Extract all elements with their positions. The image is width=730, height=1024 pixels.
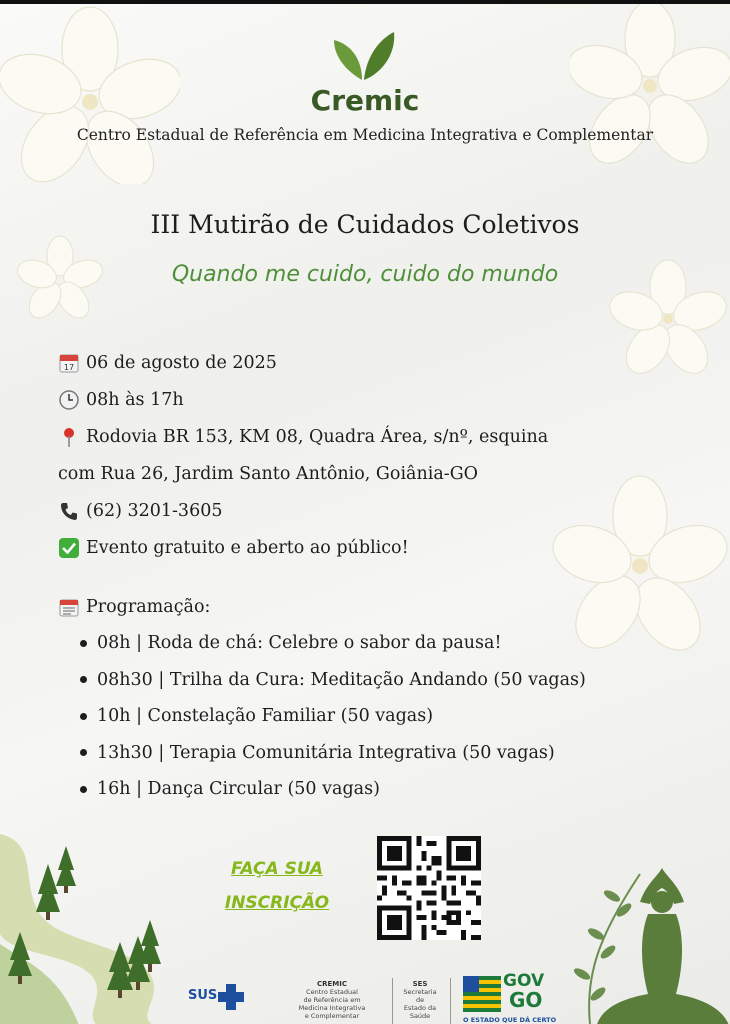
program-heading-row: [58, 589, 708, 625]
ses-footer-line: Estado da: [403, 1004, 437, 1012]
program-item: [80, 662, 708, 699]
spiral-calendar-icon: [58, 596, 80, 618]
program-item-text: 08h | Roda de chá: Celebre o sabor da pausa!: [97, 633, 502, 654]
cremic-footer-line: Medicina Integrativa: [298, 1004, 366, 1012]
address-line-2: com Rua 26, Jardim Santo Antônio, Goiânia-GO: [58, 463, 479, 484]
bullet: [80, 749, 87, 756]
bullet: [80, 676, 87, 683]
ses-footer-line: Saúde: [409, 1012, 431, 1020]
event-tagline: Quando me cuido, cuido do mundo: [171, 262, 559, 287]
program-section: [58, 589, 708, 808]
check-icon: [58, 537, 80, 559]
program-item: [80, 735, 708, 772]
divider: [392, 978, 393, 1024]
qr-code[interactable]: [377, 836, 481, 940]
calendar-icon: [58, 352, 80, 374]
ses-footer-title: SES: [412, 980, 428, 988]
brand-name: Cremic: [310, 84, 420, 117]
program-item-text: 16h | Dança Circular (50 vagas): [97, 779, 380, 800]
clock-icon: [58, 389, 80, 411]
svg-text:17: 17: [63, 362, 75, 372]
event-title: III Mutirão de Cuidados Coletivos: [150, 210, 580, 239]
gov-text-2: GO: [509, 988, 543, 1012]
gov-slogan: O ESTADO QUE DÁ CERTO: [463, 1016, 557, 1024]
program-item-text: 10h | Constelação Familiar (50 vagas): [97, 706, 434, 727]
ses-footer-logo: [400, 980, 440, 1020]
bullet: [80, 713, 87, 720]
cremic-footer-logo: [272, 980, 392, 1020]
cta-line-1[interactable]: FAÇA SUA: [230, 859, 324, 879]
time-row: [58, 381, 678, 418]
bullet: [80, 640, 87, 647]
program-list: [58, 625, 708, 808]
event-details: [58, 344, 678, 566]
address-row: [58, 418, 678, 455]
free-text: Evento gratuito e aberto ao público!: [86, 537, 409, 558]
address-line-1: Rodovia BR 153, KM 08, Quadra Área, s/nº, esquina: [86, 426, 549, 447]
phone-text: (62) 3201-3605: [86, 500, 223, 521]
pin-icon: [58, 426, 80, 448]
brand-subtitle: Centro Estadual de Referência em Medicina Integrativa e Complementar: [76, 126, 654, 144]
bullet: [80, 786, 87, 793]
gov-go-logo: [463, 972, 563, 1024]
footer-logos: [180, 972, 570, 1024]
program-item-text: 08h30 | Trilha da Cura: Meditação Andando (50 vagas): [97, 669, 586, 690]
address-row-cont: [58, 455, 678, 492]
leaf-logo-icon: [328, 28, 398, 84]
program-item: [80, 625, 708, 662]
cta-line-2[interactable]: INSCRIÇÃO: [224, 893, 330, 913]
time-text: 08h às 17h: [86, 389, 184, 410]
free-row: [58, 529, 678, 566]
program-item-text: 13h30 | Terapia Comunitária Integrativa (50 vagas): [97, 742, 555, 763]
sus-logo-text: SUS: [188, 988, 218, 1003]
register-cta[interactable]: [212, 852, 342, 920]
program-item: [80, 771, 708, 808]
phone-icon: [58, 500, 80, 522]
date-text: 06 de agosto de 2025: [86, 352, 277, 373]
goias-flag-icon: [463, 976, 501, 1012]
cremic-footer-line: e Complementar: [304, 1012, 360, 1020]
phone-row: [58, 492, 678, 529]
gov-text-1: GOV: [503, 971, 545, 991]
date-row: [58, 344, 678, 381]
cremic-footer-line: de Referência em: [303, 996, 361, 1004]
sus-cross-icon: [216, 982, 246, 1012]
program-item: [80, 698, 708, 735]
divider: [450, 978, 451, 1024]
program-heading: Programação:: [86, 597, 211, 617]
ses-footer-line: Secretaria de: [403, 988, 437, 1004]
cremic-footer-title: CREMIC: [316, 980, 348, 988]
cremic-footer-line: Centro Estadual: [306, 988, 358, 996]
